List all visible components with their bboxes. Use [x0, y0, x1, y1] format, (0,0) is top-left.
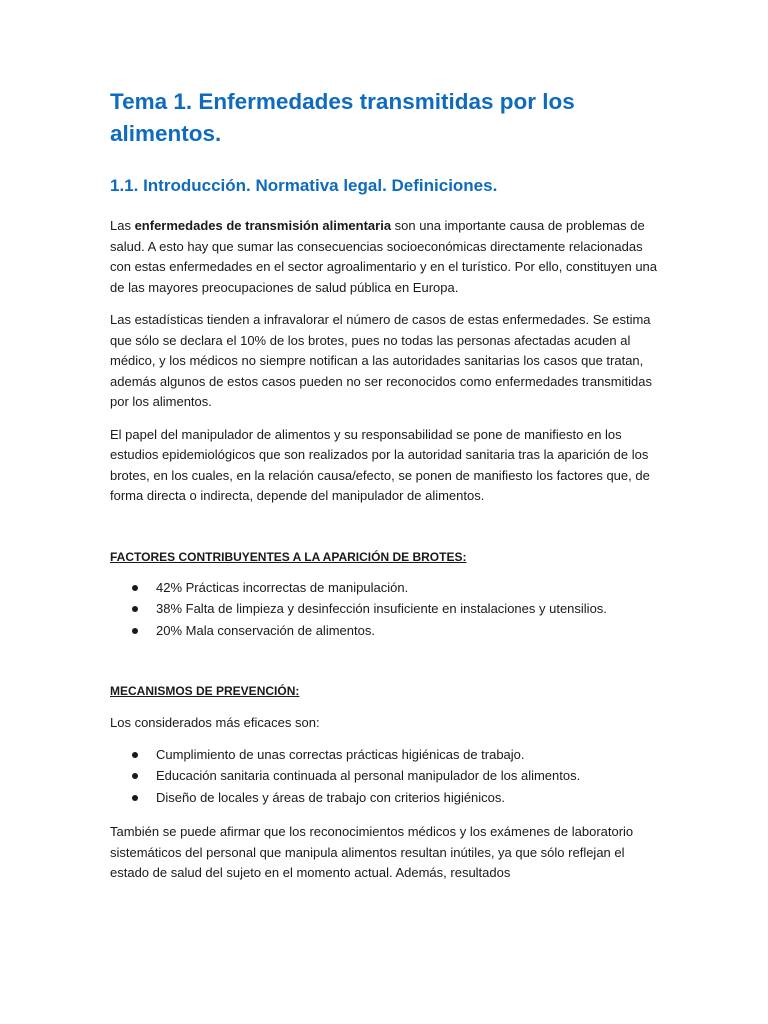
paragraph-handler-role: El papel del manipulador de alimentos y su responsabilidad se pone de manifiesto en los estudios epidemiológicos que son realizados por la autoridad sanitaria tras la aparición de los brotes, en los cuales, en la relación causa/efecto, se ponen de manifiesto los factores que, de forma directa o indirecta, depende del manipulador de alimentos.	[110, 426, 650, 503]
paragraph-medical-exams: También se puede afirmar que los reconocimientos médicos y los exámenes de laboratorio sistemáticos del personal que manipula alimentos resultan inútiles, ya que sólo reflejan el estado de salud del sujeto en el momento actual. Además, resultados	[110, 824, 634, 880]
list-item-text: Diseño de locales y áreas de trabajo con criterios higiénicos.	[156, 789, 506, 805]
prevention-intro: Los considerados más eficaces son:	[110, 715, 320, 730]
list-item-text: 38% Falta de limpieza y desinfección insuficiente en instalaciones y utensilios.	[156, 601, 607, 616]
factors-heading: FACTORES CONTRIBUYENTES A LA APARICIÓN DE BROTES:	[110, 549, 467, 564]
paragraph-intro-bold: enfermedades de transmisión alimentaria	[134, 218, 392, 233]
list-item	[110, 765, 658, 787]
document-title: Tema 1. Enfermedades transmitidas por los alimentos.	[110, 89, 575, 146]
list-item	[110, 787, 658, 809]
list-item-text: Educación sanitaria continuada al personal manipulador de los alimentos.	[156, 768, 581, 783]
list-item-text: 20% Mala conservación de alimentos.	[156, 622, 375, 638]
factors-list	[110, 577, 658, 642]
paragraph-intro-pre: Las	[110, 218, 135, 233]
paragraph-intro-post: son una importante causa de problemas de salud. A esto hay que sumar las consecuencias socioeconómicas directamente relacionadas con estas enfermedades en el sector agroalimentario y en el turístico. Por ello, constituyen una de las mayores preocupaciones de salud pública en Europa.	[110, 218, 658, 295]
list-item-text: 42% Prácticas incorrectas de manipulación.	[156, 579, 409, 595]
list-item	[110, 620, 658, 642]
bullet-icon	[132, 773, 138, 779]
bullet-icon	[132, 628, 138, 634]
prevention-heading: MECANISMOS DE PREVENCIÓN:	[110, 684, 300, 698]
list-item-text: Cumplimiento de unas correctas prácticas higiénicas de trabajo.	[156, 746, 525, 762]
bullet-icon	[132, 606, 138, 612]
bullet-icon	[132, 752, 138, 758]
section-subtitle: 1.1. Introducción. Normativa legal. Definiciones.	[110, 176, 498, 195]
bullet-icon	[132, 795, 138, 801]
list-item	[110, 744, 658, 766]
list-item	[110, 598, 658, 620]
bullet-icon	[132, 585, 138, 591]
list-item	[110, 577, 658, 599]
paragraph-statistics: Las estadísticas tienden a infravalorar el número de casos de estas enfermedades. Se estima que sólo se declara el 10% de los brotes, pues no todas las personas afectadas acuden al médico, y los médicos no siempre notifican a las autoridades sanitarias los casos que tratan, además algunos de estos casos pueden no ser reconocidos como enfermedades transmitidas por los alimentos.	[110, 312, 652, 409]
paragraph-intro	[110, 216, 658, 298]
prevention-list	[110, 744, 658, 809]
